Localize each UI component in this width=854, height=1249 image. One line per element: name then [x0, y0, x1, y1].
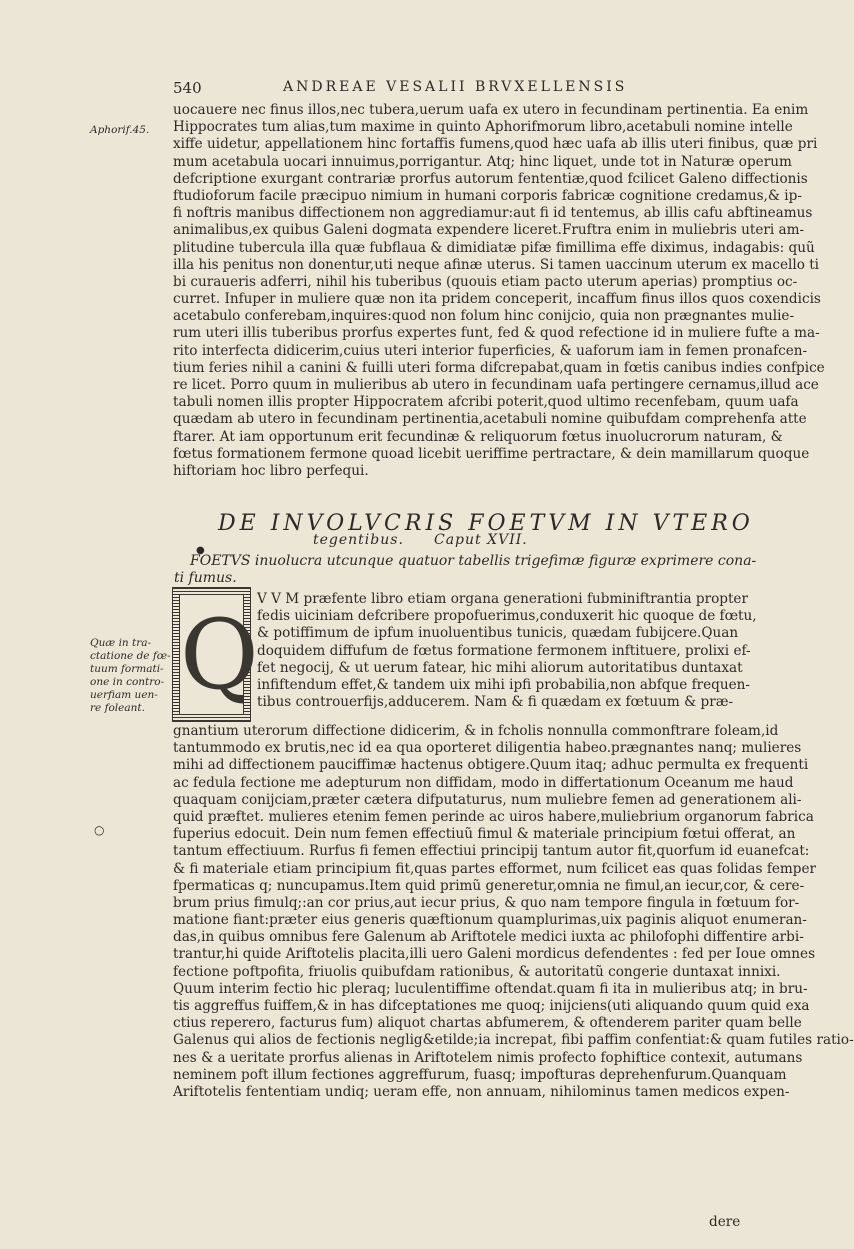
section-one-text: [173, 102, 825, 480]
running-title: ANDREAE VESALII BRVXELLENSIS: [283, 79, 628, 95]
margin-note-line: Quæ in tra-: [90, 637, 152, 649]
text-line: brum prius fimulq;:an cor prius,aut iecur prius, & quo nam tempore fingula in fœtuum for-: [173, 894, 800, 911]
text-line: curret. Infuper in muliere quæ non ita pridem conceperit, incaffum finus illos quos coxendicis: [173, 291, 821, 308]
bullet-mark: ●: [196, 545, 205, 556]
chapter-number: Caput XVII.: [434, 532, 528, 548]
initial-letter: Q: [180, 599, 259, 711]
text-line: tium feries nihil a canini & fuilli uteri forma difcrepabat,quam in fœtis canibus indies confpice: [173, 359, 825, 376]
text-line: ftudioforum facile præcipuo nimium in humani corporis fabricæ cognitione credamus,& ip-: [173, 187, 802, 204]
text-line: fedis uiciniam defcribere propofuerimus,conduxerit hic quoque de fœtu,: [257, 608, 757, 625]
text-line: fpermaticas q; nuncupamus.Item quid primũ generetur,omnia ne fimul,an iecur,cor, & cere-: [173, 877, 805, 894]
page-number: 540: [173, 79, 202, 97]
margin-mark: ○: [94, 823, 105, 837]
caption-line-1: FOETVS inuolucra utcunque quatuor tabellis trigefimæ figuræ exprimere cona-: [190, 553, 757, 569]
margin-note-line: tuum formati-: [90, 663, 164, 675]
margin-note-line: uerfiam uen-: [90, 689, 158, 701]
text-line: Ariftotelis fententiam undiq; ueram effe, non annuam, nihilominus tamen medicos expen-: [173, 1083, 790, 1100]
text-line: re licet. Porro quum in mulieribus ab utero in fecundinam uafa pertingere cernamus,illud ace: [173, 377, 819, 393]
chapter-title: DE INVOLVCRIS FOETVM IN VTERO: [218, 511, 754, 536]
text-line: tibus controuerfijs,adducerem. Nam & fi quædam ex fœtuum & præ-: [257, 694, 734, 711]
initial-paragraph: [257, 591, 771, 711]
text-line: xiffe uidetur, appellationem hinc fortaffis fumens,quod hæc uafa ab illis uteri finibus, quæ pri: [173, 136, 818, 153]
running-head: [173, 79, 773, 99]
text-line: quaquam conijciam,præter cætera difputaturus, num muliebre femen ad generationem ali-: [173, 791, 802, 808]
text-line: fi noftris manibus diffectionem non aggrediamur:aut fi id tentemus, ab illis cafu abftineamus: [173, 205, 813, 222]
text-line: quid præftet. mulieres etenim femen perinde ac uiros habere,muliebrium organorum fabrica: [173, 808, 814, 825]
text-line: tantummodo ex brutis,nec id ea qua oporteret diligentia habeo.prægnantes nanq; mulieres: [173, 740, 802, 757]
text-line: fœtus formationem fermone quoad licebit ueriffime pertractare, & dein mamillarum quoque: [173, 445, 810, 462]
text-line: rito interfecta didicerim,cuius uteri interior fuperficies, & uaforum iam in femen pronafcen-: [173, 342, 808, 359]
text-line: matione fiant:præter eius generis quæftionum quamplurimas,uix paginis aliquot enumeran-: [173, 912, 807, 929]
text-line: tantum effectiuum. Rurfus fi femen effectiui principij tantum autor fit,quorfum id euanefcat:: [173, 843, 810, 860]
caption-line-2: ti fumus.: [174, 570, 237, 586]
text-line: doquidem diffufum de fœtus formatione fermonem inftituere, prolixi ef-: [257, 642, 751, 659]
text-line: Quum interim fectio hic pleraq; luculentiffime oftendat.quam fi ita in mulieribus atq; in bru-: [173, 980, 808, 997]
text-line: nes & a ueritate prorfus alienas in Ariftotelem nimis profecto fophiftice contexit, autumans: [173, 1049, 803, 1066]
section-two-text: [173, 723, 854, 1101]
text-line: ftarer. At iam opportunum erit fecundinæ & reliquorum fœtus inuolucrorum naturam, &: [173, 428, 783, 445]
text-line: tis aggreffus fuiffem,& in has difceptationes me quoq; inijciens(uti aliquando quum quid exa: [173, 998, 810, 1014]
text-line: mihi ad diffectionem pauciffimæ hactenus obtigere.Quum itaq; adhuc permulta ex frequenti: [173, 757, 809, 774]
text-line: rum uteri illis tuberibus prorfus expertes funt, fed & quod refectione id in muliere fufte a ma-: [173, 325, 820, 342]
margin-note-line: re foleant.: [90, 702, 145, 714]
margin-note-aphorism: Aphorif.45.: [90, 124, 150, 136]
text-line: quædam ab utero in fecundinam pertinentia,acetabuli nomine quibufdam comprehenfa atte: [173, 411, 807, 428]
text-line: & potiffimum de ipfum inuoluentibus tunicis, quædam fubijcere.Quan: [257, 625, 739, 642]
text-line: fuperius edocuit. Dein num femen effectiuũ fimul & materiale principium fœtui offerat, an: [173, 826, 796, 843]
text-line: Galenus qui alios de fectionis neglig&etilde;ia increpat, fibi paffim confentiat:& quam futiles ratio-: [173, 1032, 854, 1049]
margin-note-line: ctatione de fœ-: [90, 650, 171, 662]
text-line: hiftoriam hoc libro perfequi.: [173, 462, 369, 479]
text-line: fectione poftpofita, friuolis quibufdam rationibus, & autoritatũ congerie duntaxat innixi.: [173, 963, 781, 980]
text-line: bi curaueris adferri, nihil his tuberibus (quouis etiam pacto uterum aperias) promptius oc-: [173, 273, 798, 290]
text-line: neminem poft illum fectiones aggreffurum, fuasq; impofturas deprehenfurum.Quanquam: [173, 1066, 787, 1083]
text-line: mum acetabula uocari innuimus,porrigantur. Atq; hinc liquet, unde tot in Naturæ operum: [173, 153, 792, 170]
text-line: uocauere nec finus illos,nec tubera,uerum uafa ex utero in fecundinam pertinentia. Ea enim: [173, 102, 809, 118]
text-line: tabuli nomen illis propter Hippocratem afcribi poterit,quod ultimo recenfebam, quum uafa: [173, 394, 799, 411]
text-line: trantur,hi quide Ariftotelis placita,illi uero Galeni mordicus defendentes : fed per Ioue omnes: [173, 946, 816, 963]
chapter-subtitle: tegentibus.: [313, 532, 404, 548]
text-line: & fi materiale etiam principium fit,quas partes efformet, num fcilicet eas quas folidas femper: [173, 860, 817, 877]
text-line: ac fedula fectione me adepturum non diffidam, modo in differtationum Oceanum me haud: [173, 774, 794, 791]
catchword: dere: [709, 1214, 741, 1230]
text-line: Hippocrates tum alias,tum maxime in quinto Aphorifmorum libro,acetabuli nomine intelle: [173, 119, 793, 136]
text-line: defcriptione exurgant contrariæ prorfus autorum fententiæ,quod fcilicet Galeno diffectionis: [173, 170, 808, 187]
text-line: fet negocij, & ut uerum fatear, hic mihi aliorum autoritatibus duntaxat: [257, 659, 743, 676]
text-line: gnantium uterorum diffectione didicerim, & in fcholis nonnulla commonftrare foleam,id: [173, 723, 779, 739]
text-line: das,in quibus omnibus fere Galenum ab Ariftotele medici iuxta ac philofophi diffentire arbi-: [173, 929, 804, 946]
text-line: ctius reperero, facturus fum) aliquot chartas abfumerem, & oftenderem pariter quam belle: [173, 1015, 802, 1032]
margin-note-line: one in contro-: [90, 676, 165, 688]
text-line: illa his penitus non donentur,uti neque afinæ uterus. Si tamen uaccinum uterum ex macello ti: [173, 256, 820, 273]
text-line: acetabulo conferebam,inquires:quod non folum hinc conijcio, quia non prægnantes mulie-: [173, 308, 795, 325]
text-line: infiftendum effet,& tandem uix mihi ipfi probabilia,non abfque frequen-: [257, 676, 751, 693]
text-line: plitudine tubercula illa quæ fubflaua & dimidiatæ pifæ fimillima effe diximus, indagabis: quũ: [173, 239, 815, 256]
text-line: V V M præfente libro etiam organa generationi fubminiftrantia propter: [257, 591, 748, 607]
decorated-initial: [172, 587, 259, 722]
text-line: animalibus,ex quibus Galeni dogmata expendere liceret.Fruftra enim in muliebris uteri am-: [173, 222, 805, 239]
